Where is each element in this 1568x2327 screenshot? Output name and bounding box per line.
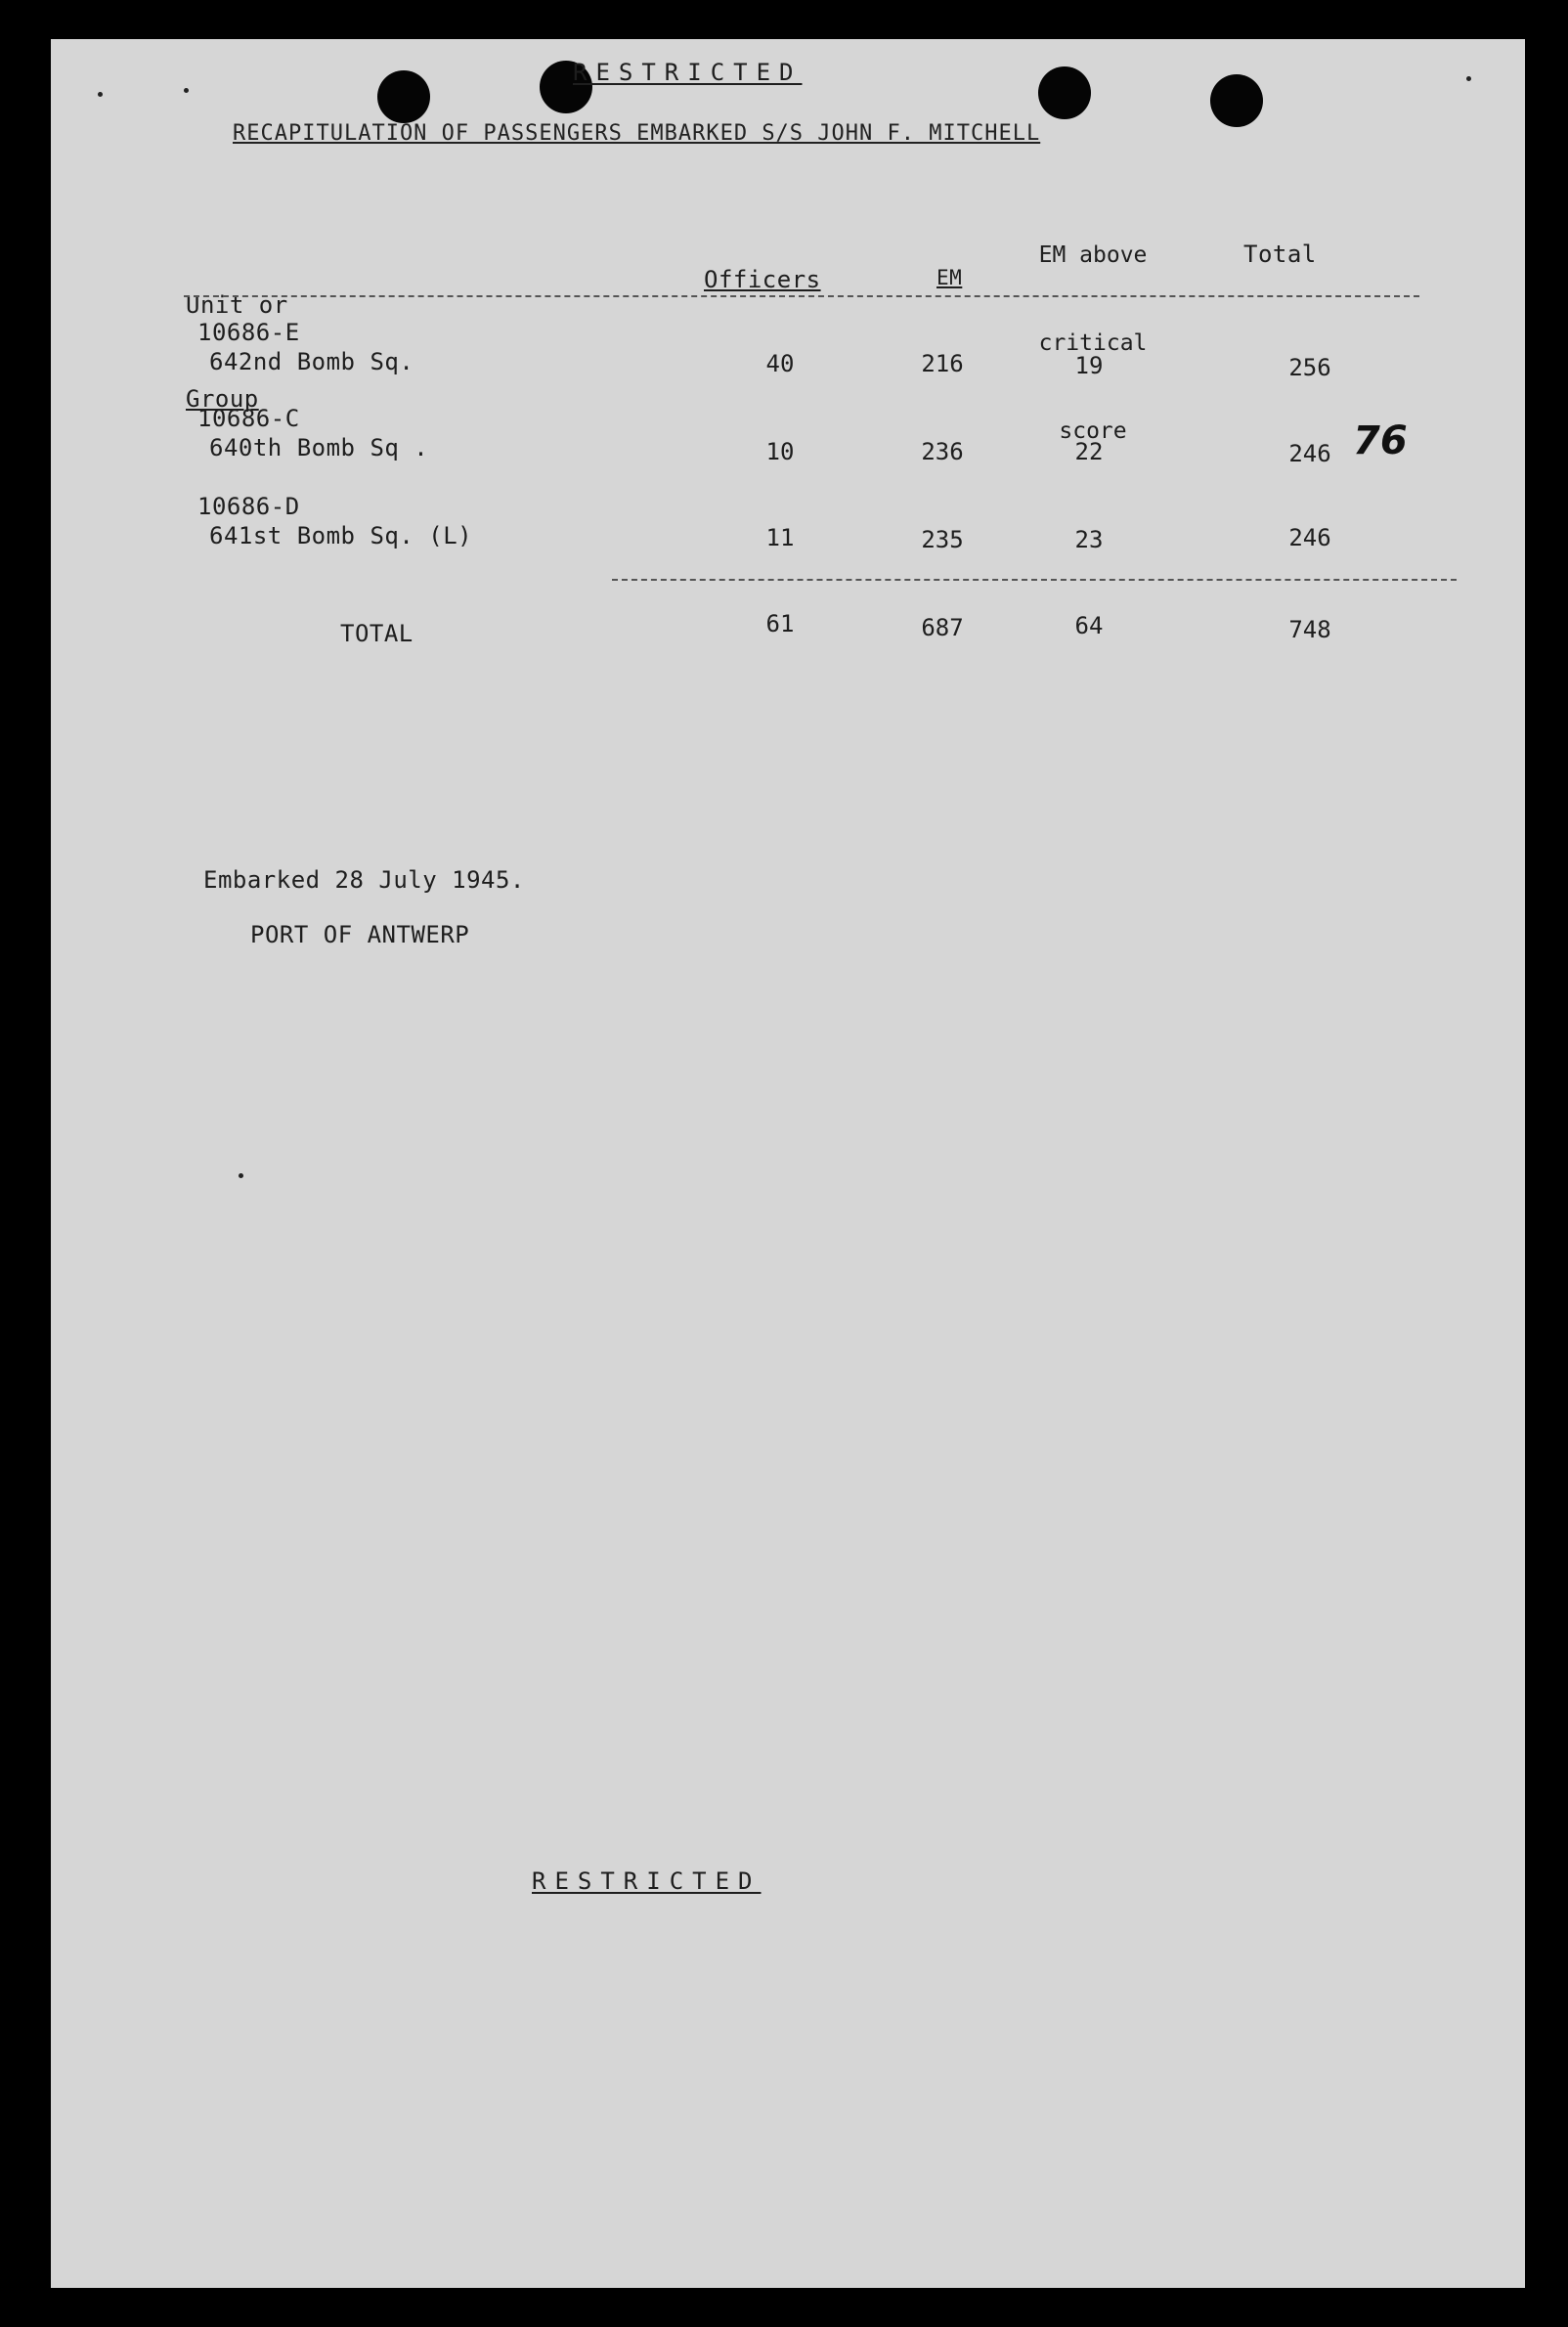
- column-header-em-above-line3: score: [1059, 418, 1127, 444]
- totals-total: 748: [1288, 616, 1331, 643]
- speck: [184, 88, 189, 93]
- document-title: RECAPITULATION OF PASSENGERS EMBARKED S/S JOHN F. MITCHELL: [233, 121, 1041, 146]
- row-2-em: 236: [921, 438, 964, 465]
- column-header-total: Total: [1243, 241, 1317, 268]
- row-3-name: 641st Bomb Sq. (L): [209, 522, 473, 549]
- row-3-officers: 11: [765, 524, 795, 551]
- punch-hole-4: [1210, 74, 1263, 127]
- row-1-code: 10686-E: [197, 319, 300, 346]
- row-1-em-above: 19: [1074, 352, 1104, 379]
- header-divider: [184, 295, 1419, 297]
- row-2-name: 640th Bomb Sq .: [209, 434, 429, 461]
- row-3-em-above: 23: [1074, 526, 1104, 553]
- punch-hole-1: [377, 70, 430, 123]
- speck: [239, 1173, 243, 1178]
- row-1-em: 216: [921, 350, 964, 377]
- row-3-code: 10686-D: [197, 493, 300, 520]
- row-3-total: 246: [1288, 524, 1331, 551]
- row-1-officers: 40: [765, 350, 795, 377]
- row-1-total: 256: [1288, 354, 1331, 381]
- classification-top: RESTRICTED: [573, 59, 803, 86]
- totals-officers: 61: [765, 610, 795, 637]
- document-page: [51, 39, 1525, 2288]
- row-2-em-above: 22: [1074, 438, 1104, 465]
- row-2-officers: 10: [765, 438, 795, 465]
- port-name: PORT OF ANTWERP: [250, 921, 470, 948]
- row-3-em: 235: [921, 526, 964, 553]
- speck: [98, 92, 103, 97]
- totals-label: TOTAL: [340, 620, 414, 647]
- column-header-officers: Officers: [704, 266, 821, 293]
- handwritten-page-number: 76: [1353, 418, 1408, 463]
- totals-em-above: 64: [1074, 612, 1104, 639]
- totals-em: 687: [921, 614, 964, 641]
- embarked-date: Embarked 28 July 1945.: [203, 866, 525, 894]
- column-header-em-above-line1: EM above: [1038, 242, 1148, 268]
- row-2-total: 246: [1288, 440, 1331, 467]
- totals-divider: [612, 579, 1457, 581]
- column-header-em: EM: [936, 266, 963, 289]
- column-header-unit-line2: Group: [186, 385, 259, 413]
- punch-hole-3: [1038, 66, 1091, 119]
- speck: [1466, 76, 1471, 81]
- column-header-em-above-line2: critical: [1038, 330, 1148, 356]
- column-header-unit-line1: Unit or: [186, 291, 288, 319]
- row-1-name: 642nd Bomb Sq.: [209, 348, 414, 375]
- row-2-code: 10686-C: [197, 405, 300, 432]
- classification-bottom: RESTRICTED: [532, 1867, 762, 1895]
